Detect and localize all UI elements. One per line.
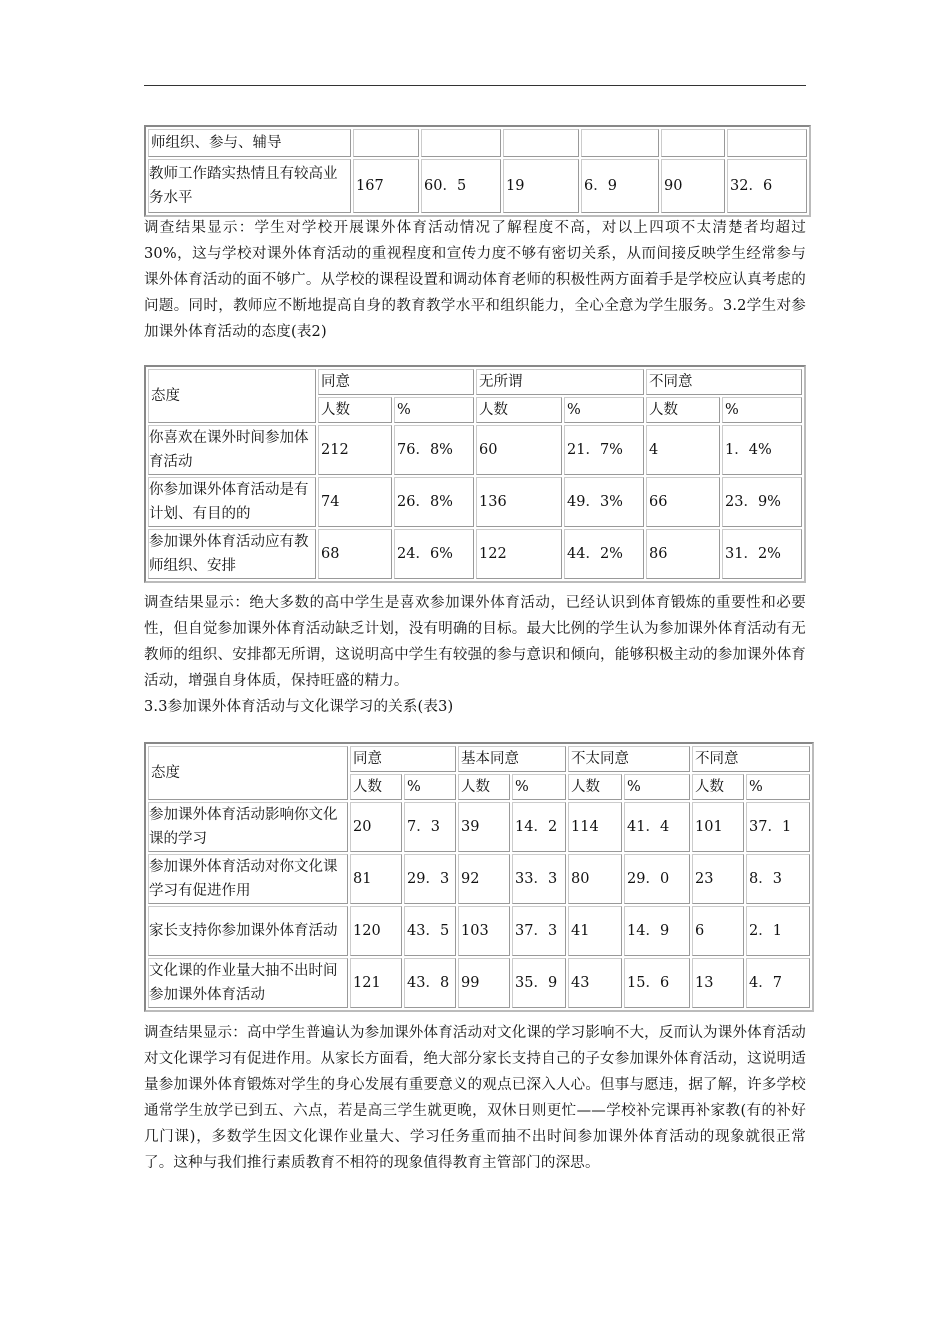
table-cell: 33．3 xyxy=(512,854,566,904)
group-header: 不同意 xyxy=(692,746,810,772)
table-3-container xyxy=(144,742,806,1012)
header-rule xyxy=(144,85,806,86)
header-attitude: 态度 xyxy=(148,369,316,423)
table-cell: 31．2% xyxy=(722,529,802,579)
table-2 xyxy=(144,365,806,583)
table-cell: 60．5 xyxy=(421,159,501,213)
table-cell: 35．9 xyxy=(512,958,566,1008)
table-row xyxy=(148,906,810,956)
sub-header: % xyxy=(624,774,690,800)
paragraph-1-container xyxy=(144,215,806,345)
table-cell: 120 xyxy=(350,906,402,956)
group-header: 同意 xyxy=(318,369,474,395)
table-1 xyxy=(144,125,811,217)
row-label: 师组织、参与、辅导 xyxy=(148,129,351,157)
table-cell: 76．8% xyxy=(394,425,474,475)
table-cell: 122 xyxy=(476,529,562,579)
table-cell: 32．6 xyxy=(727,159,807,213)
row-label: 你喜欢在课外时间参加体育活动 xyxy=(148,425,316,475)
group-header: 不太同意 xyxy=(568,746,690,772)
table-cell: 43．8 xyxy=(404,958,456,1008)
table-row xyxy=(148,129,807,157)
table-cell: 4．7 xyxy=(746,958,810,1008)
header-attitude: 态度 xyxy=(148,746,348,800)
table-1-container xyxy=(144,125,806,217)
table-cell xyxy=(353,129,419,157)
table-cell: 24．6% xyxy=(394,529,474,579)
section-heading: 3.3参加课外体育活动与文化课学习的关系(表3) xyxy=(144,699,454,715)
group-header: 基本同意 xyxy=(458,746,566,772)
sub-header: % xyxy=(746,774,810,800)
table-cell: 103 xyxy=(458,906,510,956)
table-cell: 2．1 xyxy=(746,906,810,956)
table-cell: 43．5 xyxy=(404,906,456,956)
table-cell: 68 xyxy=(318,529,392,579)
sub-header: 人数 xyxy=(318,397,392,423)
table-cell: 7．3 xyxy=(404,802,456,852)
table-cell: 92 xyxy=(458,854,510,904)
sub-header: 人数 xyxy=(692,774,744,800)
table-header-row xyxy=(148,746,810,772)
table-cell: 15．6 xyxy=(624,958,690,1008)
sub-header: 人数 xyxy=(568,774,622,800)
row-label: 文化课的作业量大抽不出时间参加课外体育活动 xyxy=(148,958,348,1008)
table-cell: 43 xyxy=(568,958,622,1008)
table-cell: 37．3 xyxy=(512,906,566,956)
table-cell: 20 xyxy=(350,802,402,852)
table-2-container xyxy=(144,365,806,583)
table-cell: 80 xyxy=(568,854,622,904)
table-cell: 99 xyxy=(458,958,510,1008)
table-row xyxy=(148,854,810,904)
table-cell: 81 xyxy=(350,854,402,904)
row-label: 家长支持你参加课外体育活动 xyxy=(148,906,348,956)
table-cell: 4 xyxy=(646,425,720,475)
table-cell: 114 xyxy=(568,802,622,852)
table-cell: 86 xyxy=(646,529,720,579)
table-cell: 90 xyxy=(661,159,725,213)
sub-header: 人数 xyxy=(458,774,510,800)
table-cell: 41 xyxy=(568,906,622,956)
sub-header: 人数 xyxy=(646,397,720,423)
table-cell xyxy=(503,129,579,157)
table-cell: 23 xyxy=(692,854,744,904)
table-3 xyxy=(144,742,814,1012)
sub-header: % xyxy=(564,397,644,423)
sub-header: % xyxy=(512,774,566,800)
table-cell: 6 xyxy=(692,906,744,956)
table-cell: 66 xyxy=(646,477,720,527)
table-cell: 21．7% xyxy=(564,425,644,475)
row-label: 参加课外体育活动应有教师组织、安排 xyxy=(148,529,316,579)
table-header-row xyxy=(148,369,802,395)
table-cell xyxy=(421,129,501,157)
table-cell: 29．0 xyxy=(624,854,690,904)
table-row xyxy=(148,529,802,579)
table-cell: 101 xyxy=(692,802,744,852)
sub-header: 人数 xyxy=(350,774,402,800)
table-cell: 121 xyxy=(350,958,402,1008)
paragraph: 调查结果显示：绝大多数的高中学生是喜欢参加课外体育活动，已经认识到体育锻炼的重要性和必要性，但自觉参加课外体育活动缺乏计划，没有明确的目标。最大比例的学生认为参加课外体育活动有无教师的组织、安排都无所谓，这说明高中学生有较强的参与意识和倾向，能够积极主动的参加课外体育活动，增强自身体质，保持旺盛的精力。 xyxy=(144,595,806,689)
paragraph: 调查结果显示：学生对学校开展课外体育活动情况了解程度不高，对以上四项不太清楚者均超过30%，这与学校对课外体育活动的重视程度和宣传力度不够有密切关系，从而间接反映学生经常参与课外体育活动的面不够广。从学校的课程设置和调动体育老师的积极性两方面着手是学校应认真考虑的问题。同时，教师应不断地提高自身的教育教学水平和组织能力，全心全意为学生服务。3.2学生对参加课外体育活动的态度(表2) xyxy=(144,220,806,340)
sub-header: 人数 xyxy=(476,397,562,423)
table-row xyxy=(148,159,807,213)
paragraph: 调查结果显示：高中学生普遍认为参加课外体育活动对文化课的学习影响不大，反而认为课外体育活动对文化课学习有促进作用。从家长方面看，绝大部分家长支持自己的子女参加课外体育活动，这说明适量参加课外体育锻炼对学生的身心发展有重要意义的观点已深入人心。但事与愿违，据了解，许多学校通常学生放学已到五、六点，若是高三学生就更晚，双休日则更忙——学校补完课再补家教(有的补好几门课)，多数学生因文化课作业量大、学习任务重而抽不出时间参加课外体育活动的现象就很正常了。这种与我们推行素质教育不相符的现象值得教育主管部门的深思。 xyxy=(144,1025,806,1171)
table-cell: 14．9 xyxy=(624,906,690,956)
group-header: 同意 xyxy=(350,746,456,772)
table-cell: 19 xyxy=(503,159,579,213)
table-cell: 14．2 xyxy=(512,802,566,852)
table-row xyxy=(148,425,802,475)
table-cell: 74 xyxy=(318,477,392,527)
table-cell: 167 xyxy=(353,159,419,213)
paragraph-2-container xyxy=(144,590,806,720)
sub-header: % xyxy=(722,397,802,423)
table-cell: 13 xyxy=(692,958,744,1008)
table-cell: 26．8% xyxy=(394,477,474,527)
table-cell: 44．2% xyxy=(564,529,644,579)
table-cell xyxy=(581,129,659,157)
table-cell: 136 xyxy=(476,477,562,527)
table-cell: 49．3% xyxy=(564,477,644,527)
table-cell: 212 xyxy=(318,425,392,475)
row-label: 参加课外体育活动对你文化课学习有促进作用 xyxy=(148,854,348,904)
group-header: 不同意 xyxy=(646,369,802,395)
table-row xyxy=(148,477,802,527)
group-header: 无所谓 xyxy=(476,369,644,395)
row-label: 参加课外体育活动影响你文化课的学习 xyxy=(148,802,348,852)
table-cell: 6．9 xyxy=(581,159,659,213)
sub-header: % xyxy=(404,774,456,800)
table-cell: 8．3 xyxy=(746,854,810,904)
table-cell: 37．1 xyxy=(746,802,810,852)
table-cell: 29．3 xyxy=(404,854,456,904)
table-cell: 23．9% xyxy=(722,477,802,527)
table-cell xyxy=(661,129,725,157)
paragraph-3-container xyxy=(144,1020,806,1176)
table-cell: 60 xyxy=(476,425,562,475)
row-label: 教师工作踏实热情且有较高业务水平 xyxy=(148,159,351,213)
table-cell: 39 xyxy=(458,802,510,852)
table-cell xyxy=(727,129,807,157)
table-row xyxy=(148,958,810,1008)
row-label: 你参加课外体育活动是有计划、有目的的 xyxy=(148,477,316,527)
sub-header: % xyxy=(394,397,474,423)
table-cell: 41．4 xyxy=(624,802,690,852)
table-cell: 1．4% xyxy=(722,425,802,475)
table-row xyxy=(148,802,810,852)
